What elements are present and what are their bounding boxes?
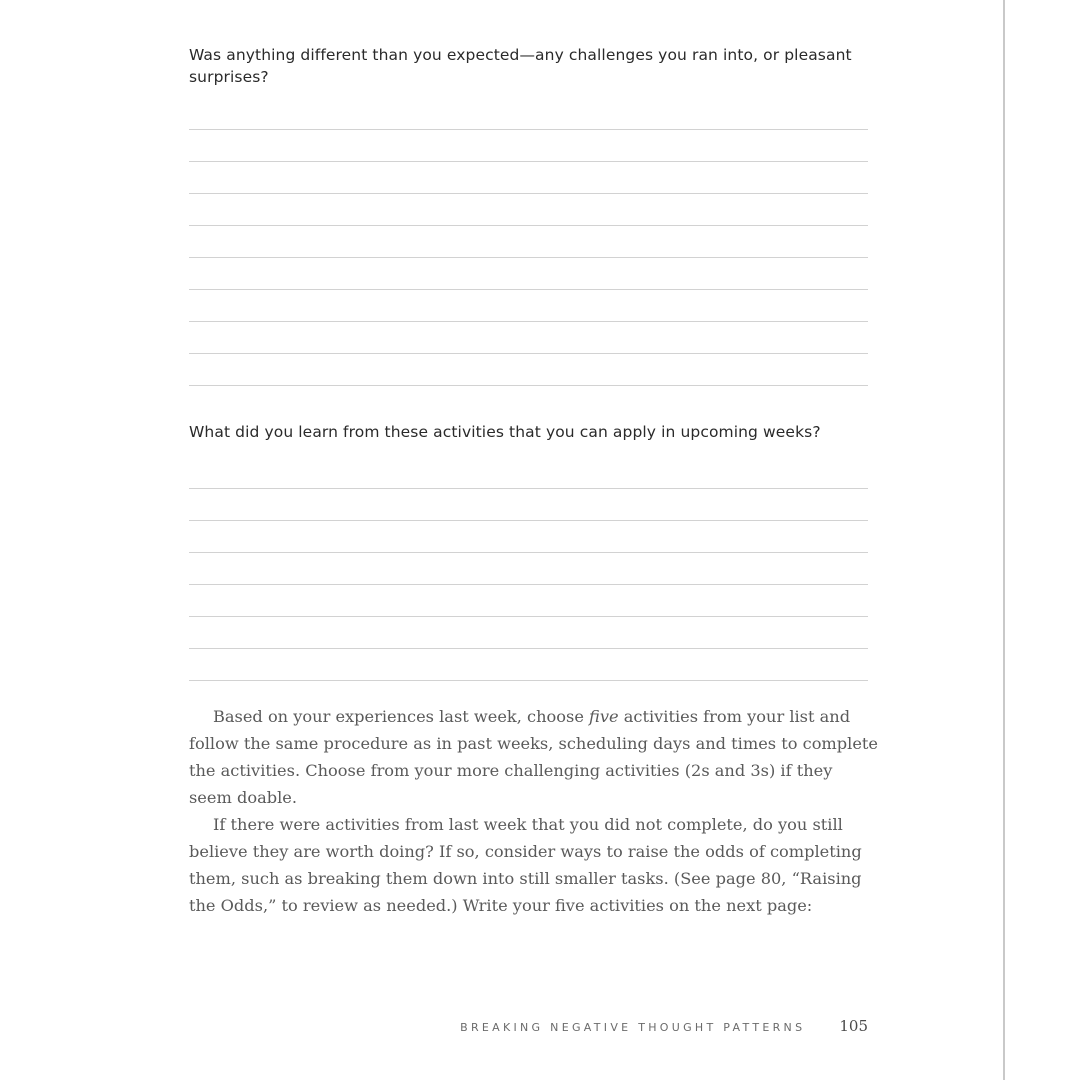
paragraph-2: If there were activities from last week that you did not complete, do you still believe they are worth doing? If so, consider ways to raise the odds of completing them, such as breaking them down into still smaller tasks. (See page 80, “Raising the Odds,” to review as needed.) Write your five activities on the next page: (189, 815, 862, 915)
answer-lines-2 (189, 457, 868, 681)
paragraph-1: Based on your experiences last week, choose five activities from your list and follow the same procedure as in past weeks, scheduling days and times to complete the activities. Choose from your more challenging activities (2s and 3s) if they seem doable. (189, 707, 878, 807)
page-edge-divider (1003, 0, 1005, 1080)
writing-line (189, 130, 868, 162)
writing-line (189, 322, 868, 354)
writing-line (189, 521, 868, 553)
page-footer (460, 1017, 868, 1035)
writing-line (189, 194, 868, 226)
writing-line (189, 457, 868, 489)
writing-line (189, 489, 868, 521)
running-head: BREAKING NEGATIVE THOUGHT PATTERNS (460, 1021, 806, 1034)
question-1: Was anything different than you expected—any challenges you ran into, or pleasant surprises? (189, 46, 852, 86)
page-number: 105 (839, 1017, 868, 1035)
writing-line (189, 98, 868, 130)
writing-line (189, 162, 868, 194)
writing-line (189, 354, 868, 386)
writing-line (189, 290, 868, 322)
question-2: What did you learn from these activities that you can apply in upcoming weeks? (189, 423, 821, 441)
writing-line (189, 585, 868, 617)
emphasis-five: five (589, 707, 619, 726)
body-text (189, 703, 879, 919)
writing-line (189, 553, 868, 585)
answer-lines-1 (189, 98, 868, 386)
writing-line (189, 258, 868, 290)
worksheet-questions (189, 44, 868, 681)
writing-line (189, 226, 868, 258)
writing-line (189, 649, 868, 681)
writing-line (189, 617, 868, 649)
